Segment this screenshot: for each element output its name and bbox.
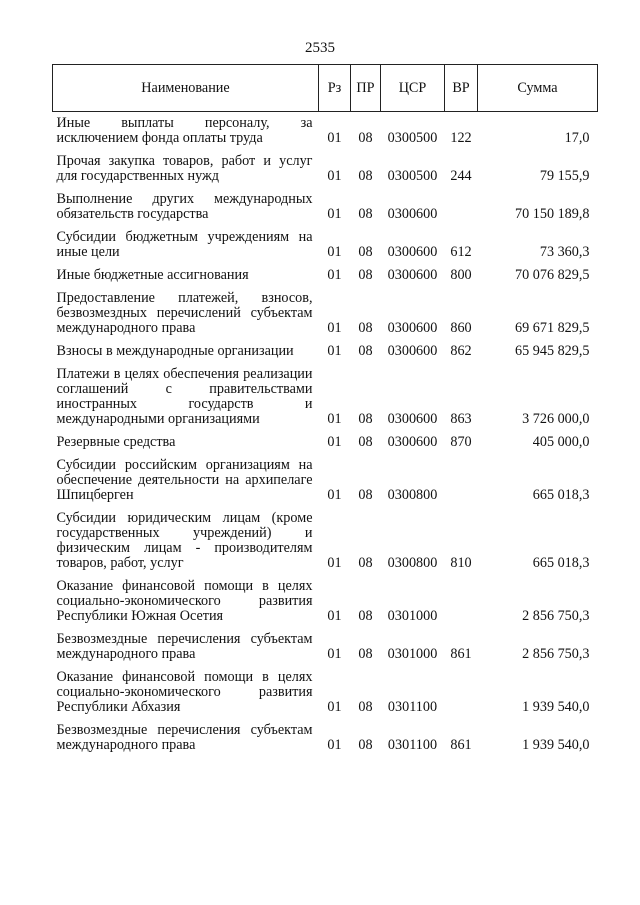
table-row: [53, 628, 598, 666]
table-row: [53, 454, 598, 507]
row-csr: 0300500: [387, 130, 438, 146]
row-rz: 01: [327, 320, 342, 336]
row-csr: 0300600: [387, 267, 438, 283]
header-rz: Рз: [319, 65, 351, 112]
row-csr: 0301100: [387, 699, 438, 715]
row-pr: 08: [358, 168, 373, 184]
row-vr: 861: [450, 737, 472, 753]
row-vr: 612: [450, 244, 472, 260]
row-sum: 70 150 189,8: [515, 206, 590, 222]
row-name: Предоставление платежей, взносов, безвозмездных перечислений субъектам международного права: [56, 290, 313, 336]
row-vr: [445, 666, 478, 719]
row-sum: 665 018,3: [532, 555, 590, 571]
row-pr: 08: [358, 130, 373, 146]
row-name: Оказание финансовой помощи в целях социально-экономического развития Республики Абхазия: [56, 669, 313, 715]
row-pr: 08: [358, 699, 373, 715]
row-rz: 01: [327, 737, 342, 753]
row-name: Прочая закупка товаров, работ и услуг для государственных нужд: [56, 153, 313, 184]
row-pr: 08: [358, 434, 373, 450]
row-pr: 08: [358, 555, 373, 571]
row-pr: 08: [358, 206, 373, 222]
header-name: Наименование: [53, 65, 319, 112]
row-name: Субсидии российским организациям на обеспечение деятельности на архипелаге Шпицберген: [56, 457, 313, 503]
table-body: [53, 112, 598, 758]
row-rz: 01: [327, 130, 342, 146]
row-csr: 0300600: [387, 320, 438, 336]
table-row: [53, 264, 598, 287]
row-sum: 405 000,0: [532, 434, 590, 450]
row-name: Оказание финансовой помощи в целях социально-экономического развития Республики Южная Осетия: [56, 578, 313, 624]
row-rz: 01: [327, 646, 342, 662]
row-sum: 73 360,3: [539, 244, 590, 260]
row-rz: 01: [327, 206, 342, 222]
header-pr: ПР: [351, 65, 381, 112]
row-vr: 863: [450, 411, 472, 427]
row-sum: 2 856 750,3: [522, 608, 590, 624]
row-rz: 01: [327, 608, 342, 624]
table-row: [53, 431, 598, 454]
table-row: [53, 112, 598, 151]
row-vr: 860: [450, 320, 472, 336]
row-name: Резервные средства: [56, 434, 176, 450]
row-name: Иные выплаты персоналу, за исключением фонда оплаты труда: [56, 115, 313, 146]
row-name: Безвозмездные перечисления субъектам международного права: [56, 722, 313, 753]
table-row: [53, 188, 598, 226]
row-csr: 0300800: [387, 487, 438, 503]
table-header: [53, 65, 598, 112]
row-pr: 08: [358, 646, 373, 662]
row-pr: 08: [358, 267, 373, 283]
row-vr: 122: [450, 130, 472, 146]
header-sum: Сумма: [478, 65, 598, 112]
table-row: [53, 507, 598, 575]
row-name: Безвозмездные перечисления субъектам международного права: [56, 631, 313, 662]
row-pr: 08: [358, 411, 373, 427]
row-sum: 79 155,9: [539, 168, 590, 184]
row-csr: 0300600: [387, 343, 438, 359]
table-row: [53, 340, 598, 363]
row-pr: 08: [358, 608, 373, 624]
row-rz: 01: [327, 168, 342, 184]
row-name: Иные бюджетные ассигнования: [56, 267, 249, 283]
table-row: [53, 363, 598, 431]
row-csr: 0300600: [387, 244, 438, 260]
row-rz: 01: [327, 411, 342, 427]
row-name: Выполнение других международных обязательств государства: [56, 191, 313, 222]
row-rz: 01: [327, 244, 342, 260]
row-rz: 01: [327, 555, 342, 571]
row-vr: [445, 454, 478, 507]
row-rz: 01: [327, 487, 342, 503]
header-csr: ЦСР: [381, 65, 445, 112]
table-row: [53, 575, 598, 628]
row-vr: 862: [450, 343, 472, 359]
row-vr: 800: [450, 267, 472, 283]
row-pr: 08: [358, 487, 373, 503]
row-name: Платежи в целях обеспечения реализации соглашений с правительствами иностранных государств и международными организациями: [56, 366, 313, 427]
table-row: [53, 287, 598, 340]
row-sum: 3 726 000,0: [522, 411, 590, 427]
row-sum: 665 018,3: [532, 487, 590, 503]
row-name: Субсидии бюджетным учреждениям на иные цели: [56, 229, 313, 260]
row-name: Субсидии юридическим лицам (кроме государственных учреждений) и физическим лицам - производителям товаров, работ, услуг: [56, 510, 313, 571]
row-vr: [445, 188, 478, 226]
row-rz: 01: [327, 699, 342, 715]
row-sum: 17,0: [564, 130, 590, 146]
row-csr: 0300600: [387, 434, 438, 450]
row-pr: 08: [358, 320, 373, 336]
row-name: Взносы в международные организации: [56, 343, 294, 359]
row-sum: 65 945 829,5: [515, 343, 590, 359]
row-csr: 0300800: [387, 555, 438, 571]
row-sum: 2 856 750,3: [522, 646, 590, 662]
row-csr: 0300600: [387, 411, 438, 427]
row-csr: 0300500: [387, 168, 438, 184]
table-row: [53, 226, 598, 264]
row-pr: 08: [358, 244, 373, 260]
table-row: [53, 150, 598, 188]
row-rz: 01: [327, 267, 342, 283]
row-rz: 01: [327, 434, 342, 450]
row-csr: 0301000: [387, 608, 438, 624]
row-vr: [445, 575, 478, 628]
row-pr: 08: [358, 737, 373, 753]
page-number: 2535: [305, 40, 335, 56]
row-csr: 0301000: [387, 646, 438, 662]
row-sum: 1 939 540,0: [522, 737, 590, 753]
row-vr: 810: [450, 555, 472, 571]
row-sum: 1 939 540,0: [522, 699, 590, 715]
table-row: [53, 666, 598, 719]
row-pr: 08: [358, 343, 373, 359]
row-sum: 70 076 829,5: [515, 267, 590, 283]
row-vr: 244: [450, 168, 472, 184]
row-rz: 01: [327, 343, 342, 359]
row-csr: 0301100: [387, 737, 438, 753]
row-vr: 861: [450, 646, 472, 662]
budget-table: [52, 64, 598, 757]
row-csr: 0300600: [387, 206, 438, 222]
row-vr: 870: [450, 434, 472, 450]
header-vr: ВР: [445, 65, 478, 112]
row-sum: 69 671 829,5: [515, 320, 590, 336]
table-row: [53, 719, 598, 757]
